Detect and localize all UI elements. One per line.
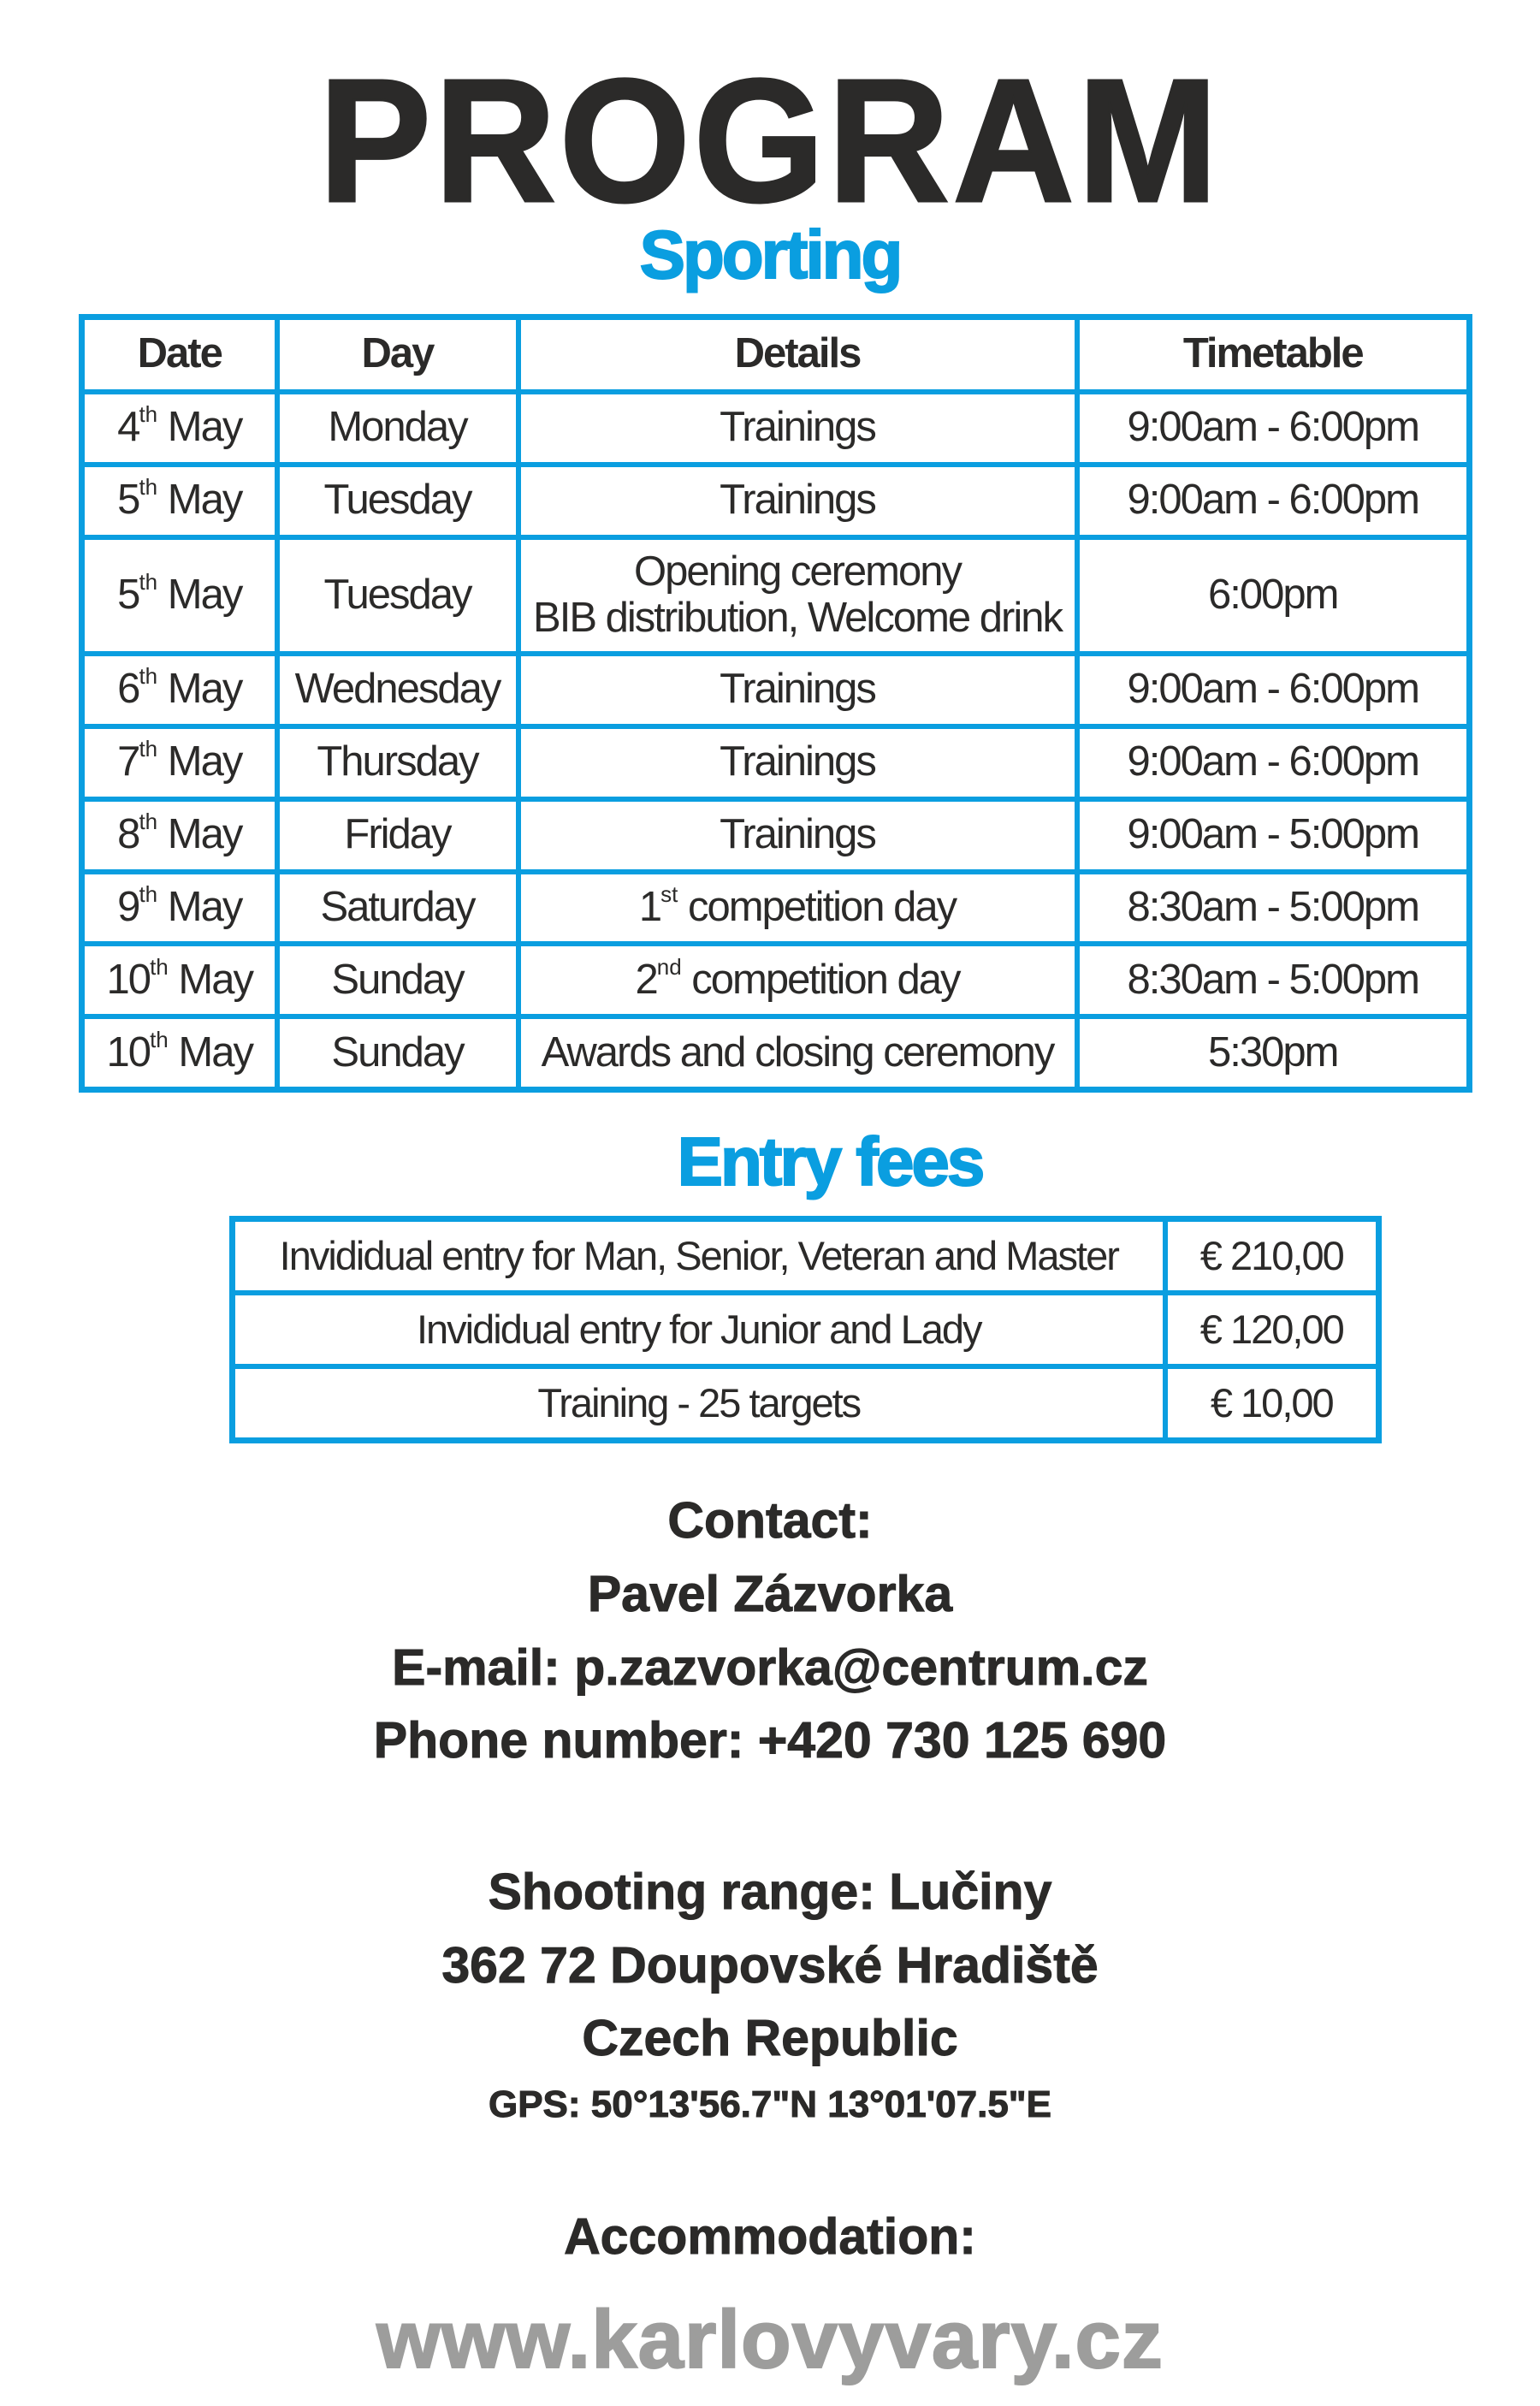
table-row bbox=[82, 465, 1470, 537]
day-cell: Wednesday bbox=[277, 654, 518, 726]
fee-row bbox=[233, 1366, 1379, 1441]
details-cell: Awards and closing ceremony bbox=[518, 1016, 1077, 1089]
day-cell: Monday bbox=[277, 392, 518, 465]
table-row bbox=[82, 872, 1470, 945]
details-line-1: Opening ceremony bbox=[633, 548, 961, 595]
timetable-cell: 9:00am - 6:00pm bbox=[1077, 465, 1470, 537]
sporting-schedule-table bbox=[79, 314, 1472, 1093]
details-cell: Trainings bbox=[518, 392, 1077, 465]
date-cell: 5th May bbox=[82, 537, 277, 654]
fee-label: Training - 25 targets bbox=[233, 1366, 1165, 1441]
timetable-cell: 8:30am - 5:00pm bbox=[1077, 872, 1470, 945]
day-cell: Tuesday bbox=[277, 465, 518, 537]
column-header-date: Date bbox=[82, 317, 277, 392]
timetable-cell: 9:00am - 6:00pm bbox=[1077, 392, 1470, 465]
date-cell: 5th May bbox=[82, 465, 277, 537]
day-cell: Thursday bbox=[277, 726, 518, 799]
details-cell: Trainings bbox=[518, 726, 1077, 799]
contact-heading: Contact: bbox=[667, 1492, 873, 1549]
details-cell: Trainings bbox=[518, 799, 1077, 872]
details-cell: 2nd competition day bbox=[518, 944, 1077, 1016]
contact-phone[interactable]: Phone number: +420 730 125 690 bbox=[373, 1712, 1167, 1769]
venue-country: Czech Republic bbox=[582, 2010, 958, 2066]
day-cell: Saturday bbox=[277, 872, 518, 945]
timetable-cell: 9:00am - 6:00pm bbox=[1077, 654, 1470, 726]
details-line-2: BIB distribution, Welcome drink bbox=[533, 594, 1062, 641]
fee-row bbox=[233, 1219, 1379, 1294]
day-cell: Sunday bbox=[277, 1016, 518, 1089]
page-title: PROGRAM bbox=[318, 43, 1222, 239]
day-cell: Tuesday bbox=[277, 537, 518, 654]
table-header-row bbox=[82, 317, 1470, 392]
date-cell: 4th May bbox=[82, 392, 277, 465]
details-cell: 1st competition day bbox=[518, 872, 1077, 945]
venue-address: 362 72 Doupovské Hradiště bbox=[441, 1937, 1099, 1994]
fee-label: Invididual entry for Man, Senior, Veteran and Master bbox=[233, 1219, 1165, 1294]
sporting-section-title: Sporting bbox=[639, 216, 901, 293]
details-cell bbox=[518, 537, 1077, 654]
date-cell: 10th May bbox=[82, 944, 277, 1016]
contact-name: Pavel Zázvorka bbox=[587, 1566, 953, 1622]
timetable-cell: 6:00pm bbox=[1077, 537, 1470, 654]
entry-fees-table bbox=[229, 1216, 1382, 1443]
column-header-details: Details bbox=[518, 317, 1077, 392]
date-cell: 7th May bbox=[82, 726, 277, 799]
date-cell: 10th May bbox=[82, 1016, 277, 1089]
venue-gps: GPS: 50°13'56.7"N 13°01'07.5"E bbox=[488, 2083, 1052, 2125]
timetable-cell: 9:00am - 5:00pm bbox=[1077, 799, 1470, 872]
timetable-cell: 5:30pm bbox=[1077, 1016, 1470, 1089]
day-cell: Sunday bbox=[277, 944, 518, 1016]
fee-label: Invididual entry for Junior and Lady bbox=[233, 1293, 1165, 1366]
column-header-timetable: Timetable bbox=[1077, 317, 1470, 392]
date-cell: 6th May bbox=[82, 654, 277, 726]
date-cell: 9th May bbox=[82, 872, 277, 945]
table-row bbox=[82, 726, 1470, 799]
details-cell: Trainings bbox=[518, 465, 1077, 537]
accommodation-website-link[interactable]: www.karlovyvary.cz bbox=[376, 2294, 1164, 2385]
entry-fees-section-title: Entry fees bbox=[677, 1123, 983, 1200]
details-cell: Trainings bbox=[518, 654, 1077, 726]
table-row bbox=[82, 654, 1470, 726]
day-cell: Friday bbox=[277, 799, 518, 872]
accommodation-heading: Accommodation: bbox=[564, 2208, 976, 2265]
table-row bbox=[82, 537, 1470, 654]
column-header-day: Day bbox=[277, 317, 518, 392]
contact-email[interactable]: E-mail: p.zazvorka@centrum.cz bbox=[392, 1639, 1148, 1696]
table-row bbox=[82, 799, 1470, 872]
fee-row bbox=[233, 1293, 1379, 1366]
timetable-cell: 8:30am - 5:00pm bbox=[1077, 944, 1470, 1016]
timetable-cell: 9:00am - 6:00pm bbox=[1077, 726, 1470, 799]
fee-price: € 210,00 bbox=[1165, 1219, 1379, 1294]
fee-price: € 120,00 bbox=[1165, 1293, 1379, 1366]
table-row bbox=[82, 392, 1470, 465]
table-row bbox=[82, 1016, 1470, 1089]
fee-price: € 10,00 bbox=[1165, 1366, 1379, 1441]
venue-name: Shooting range: Lučiny bbox=[488, 1864, 1052, 1920]
table-row bbox=[82, 944, 1470, 1016]
date-cell: 8th May bbox=[82, 799, 277, 872]
